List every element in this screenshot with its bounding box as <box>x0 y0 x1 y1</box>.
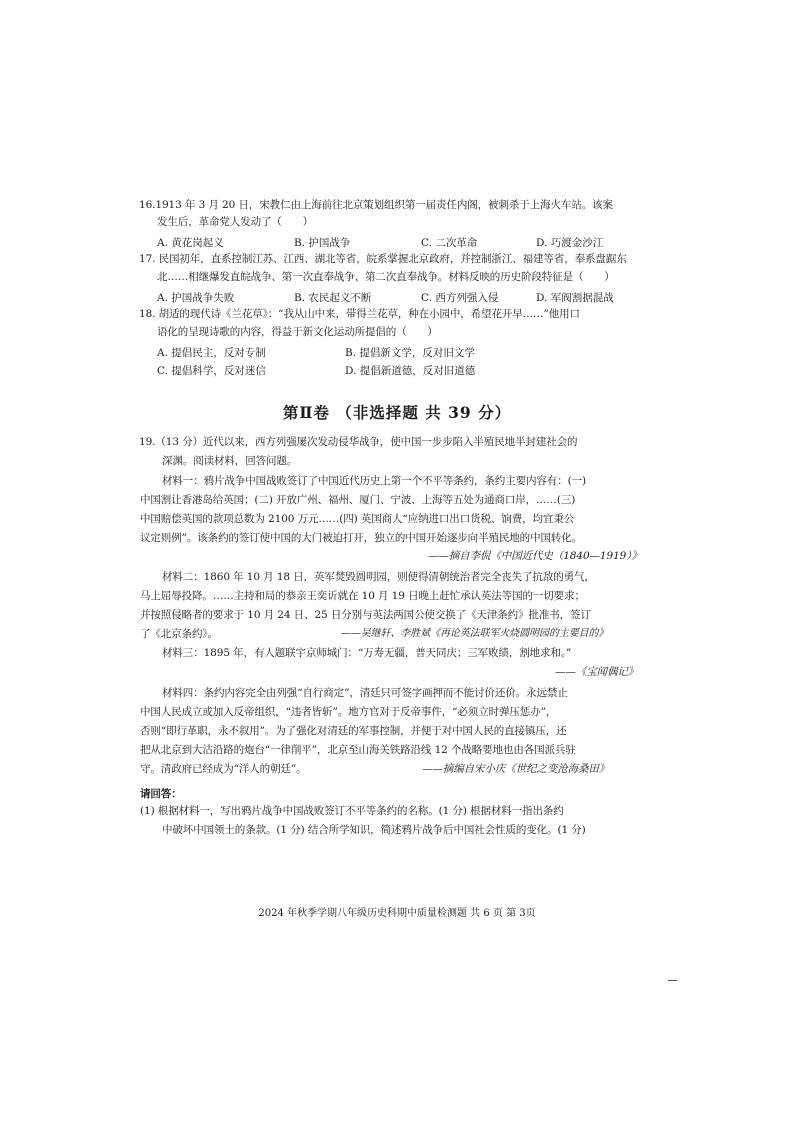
page-footer: 2024 年秋季学期八年级历史科期中质量检测题 共 6 页 第 3页 <box>258 908 536 919</box>
material4-line5: 守。清政府已经成为“洋人的朝廷”。 <box>140 763 307 775</box>
q17-option-a: A. 护国战争失败 <box>157 292 235 304</box>
q16-stem-line2: 发生后，革命党人发动了（ ） <box>157 216 313 228</box>
q18-stem-line1: 18. 胡适的现代诗《兰花草》：“我从山中来，带得兰花草，种在小园中，希望花开早……”他用口 <box>139 308 580 320</box>
material4-line1: 材料四：条约内容完全由列强“自行商定”，清廷只可签字画押而不能讨价还价。永远禁止 <box>162 687 568 699</box>
material3-source: ——《宝闻偶记》 <box>555 666 639 678</box>
q18-option-b: B. 提倡新文学，反对旧文学 <box>345 347 475 359</box>
material4-line4: 把从北京到大沽沿路的炮台“一律削平”，北京至山海关铁路沿线 12 个战略要地也由各国派兵驻 <box>140 744 576 756</box>
q19-intro-line1: 19.（13 分）近代以来，西方列强屡次发动侵华战争，使中国一步步陷入半殖民地半封建社会的 <box>139 436 578 448</box>
material1-line2: 中国割让香港岛给英国；(二) 开放广州、福州、厦门、宁波、上海等五处为通商口岸，……(三) <box>140 494 576 506</box>
scan-mark <box>668 980 677 981</box>
material1-line3: 中国赔偿英国的款项总数为 2100 万元……(四) 英国商人“应纳进口出口货税、饷费，均宜秉公 <box>140 513 575 525</box>
q18-option-d: D. 提倡新道德，反对旧道德 <box>345 365 476 377</box>
section-title: 第Ⅱ卷 （非选择题 共 39 分） <box>282 403 512 422</box>
q17-option-c: C. 西方列强入侵 <box>421 292 499 304</box>
q16-option-a: A. 黄花岗起义 <box>157 237 224 249</box>
q17-stem-line1: 17. 民国初年，直系控制江苏、江西、湖北等省，皖系掌握北京政府，并控制浙江、福建等省，奉系盘踞东 <box>139 253 627 265</box>
material1-source: ——摘自李侃《中国近代史（1840—1919）》 <box>428 550 642 562</box>
material4-line3: 否则“即行革职，永不叙用”。为了强化对清廷的军事控制，并便于对中国人民的直接镇压，还 <box>140 725 567 737</box>
q16-option-b: B. 护国战争 <box>294 237 351 249</box>
material1-line4: 议定则例”。该条约的签订使中国的大门被迫打开，独立的中国开始逐步向半殖民地的中国转化。 <box>140 532 583 544</box>
q16-option-c: C. 二次革命 <box>421 237 478 249</box>
q17-option-d: D. 军阀割据混战 <box>536 292 614 304</box>
q18-stem-line2: 语化的呈现诗歌的内容，得益于新文化运动所提倡的（ ） <box>157 326 438 338</box>
q17-option-b: B. 农民起义不断 <box>294 292 372 304</box>
material4-line2: 中国人民成立或加入反帝组织，“违者皆斩”。地方官对于反帝事件，“必须立时弹压惩办”， <box>140 706 557 718</box>
material2-line2: 马上屈辱投降。……主持和局的恭亲王奕䜣就在 10 月 19 日晚上赶忙承认英法等国的一切要求； <box>140 590 585 602</box>
q19-intro-line2: 深渊。阅读材料，回答问题。 <box>162 455 298 467</box>
material2-line3: 并按照侵略者的要求于 10 月 24 日、25 日分别与英法两国公使交换了《天津条约》批准书，签订 <box>140 609 591 621</box>
answer-prompt-label: 请回答： <box>140 788 182 800</box>
material1-line1: 材料一：鸦片战争中国战败签订了中国近代历史上第一个不平等条约，条约主要内容有：(一) <box>162 475 586 487</box>
material2-line1: 材料二：1860 年 10 月 18 日，英军焚毁圆明园，则使得清朝统治者完全丧失了抗敌的勇气， <box>162 571 595 583</box>
material2-source: ——吴继轩、李胜斌《再论英法联军火烧圆明园的主要目的》 <box>341 628 609 639</box>
q16-stem-line1: 16.1913 年 3 月 20 日，宋教仁由上海前往北京策划组织第一届责任内阁，被刺杀于上海火车站。该案 <box>139 199 613 211</box>
q16-option-d: D. 巧渡金沙江 <box>536 237 604 249</box>
material3-line1: 材料三：1895 年，有人题联宇京师城门：“万寿无疆，普天同庆；三军败绩，割地求和。” <box>162 647 572 659</box>
q18-option-a: A. 提倡民主，反对专制 <box>157 347 266 359</box>
sub-question-1-line1: (1) 根据材料一，写出鸦片战争中国战败签订不平等条约的名称。(1 分) 根据材料一指出条约 <box>140 805 564 817</box>
q18-option-c: C. 提倡科学，反对迷信 <box>157 365 266 377</box>
material2-line4: 了《北京条约》。 <box>140 628 218 640</box>
material4-source: ——摘编自宋小庆《世纪之变沧海桑田》 <box>422 763 610 775</box>
q17-stem-line2: 北……相继爆发直皖战争、第一次直奉战争、第二次直奉战争。材料反映的历史阶段特征是（ ） <box>157 271 615 283</box>
sub-question-1-line2: 中破坏中国领土的条款。(1 分) 结合所学知识，简述鸦片战争后中国社会性质的变化。(1 分) <box>162 824 586 836</box>
